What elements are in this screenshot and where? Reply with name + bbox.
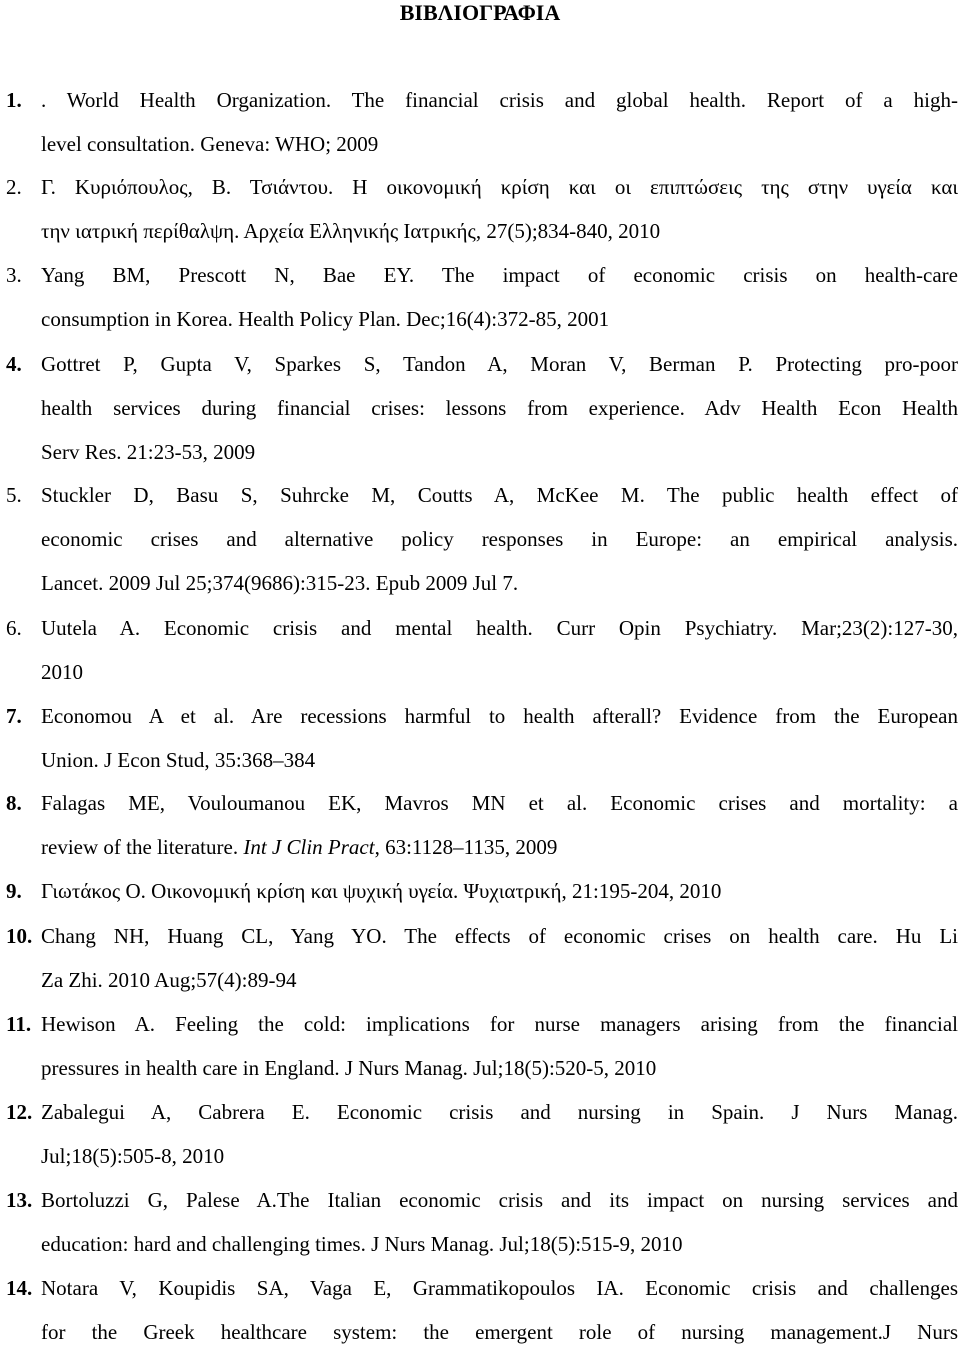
reference-line: Za Zhi. 2010 Aug;57(4):89-94 xyxy=(41,968,297,992)
reference-line: την ιατρική περίθαλψη. Αρχεία Ελληνικής Ιατρικής, 27(5);834-840, 2010 xyxy=(41,219,661,243)
reference-item-6 xyxy=(0,606,958,694)
reference-line: 2010 xyxy=(41,660,83,684)
reference-line: Union. J Econ Stud, 35:368–384 xyxy=(41,748,316,772)
reference-text xyxy=(41,1266,958,1354)
reference-line: Uutela A. Economic crisis and mental health. Curr Opin Psychiatry. Mar;23(2):127-30, xyxy=(41,616,958,640)
reference-line-part: review of the literature. xyxy=(41,835,244,859)
reference-text xyxy=(41,1090,958,1178)
reference-text xyxy=(41,1178,958,1266)
reference-line: Notara V, Koupidis SA, Vaga E, Grammatikopoulos IA. Economic crisis and challenges xyxy=(41,1276,958,1300)
reference-item-11 xyxy=(0,1002,958,1090)
reference-number: 10. xyxy=(6,924,33,948)
reference-line: Zabalegui A, Cabrera E. Economic crisis and nursing in Spain. J Nurs Manag. xyxy=(41,1100,958,1124)
reference-line-part: , 63:1128–1135, 2009 xyxy=(374,835,558,859)
reference-text xyxy=(41,869,958,913)
reference-item-3 xyxy=(0,253,958,341)
reference-item-1 xyxy=(0,78,958,166)
reference-item-7 xyxy=(0,694,958,782)
reference-number: 3. xyxy=(6,263,22,287)
reference-number: 1. xyxy=(6,88,22,112)
reference-line: Hewison A. Feeling the cold: implications for nurse managers arising from the financial xyxy=(41,1012,958,1036)
reference-number: 9. xyxy=(6,879,22,903)
reference-number: 7. xyxy=(6,704,22,728)
reference-item-5 xyxy=(0,473,958,605)
reference-text xyxy=(41,342,958,474)
reference-item-2 xyxy=(0,165,958,253)
reference-line: economic crises and alternative policy responses in Europe: an empirical analysis. xyxy=(41,527,958,551)
reference-line: . World Health Organization. The financial crisis and global health. Report of a high- xyxy=(41,88,958,112)
reference-line: consumption in Korea. Health Policy Plan. Dec;16(4):372-85, 2001 xyxy=(41,307,610,331)
reference-number: 8. xyxy=(6,791,22,815)
reference-line: health services during financial crises: lessons from experience. Adv Health Econ Health xyxy=(41,396,958,420)
reference-line: level consultation. Geneva: WHO; 2009 xyxy=(41,132,379,156)
reference-item-12 xyxy=(0,1090,958,1178)
reference-line: Chang NH, Huang CL, Yang YO. The effects of economic crises on health care. Hu Li xyxy=(41,924,958,948)
reference-number: 6. xyxy=(6,616,22,640)
reference-text xyxy=(41,473,958,605)
reference-line: Economou A et al. Are recessions harmful to health afterall? Evidence from the European xyxy=(41,704,958,728)
reference-number: 11. xyxy=(6,1012,32,1036)
reference-text xyxy=(41,606,958,694)
reference-text xyxy=(41,781,958,869)
reference-item-8 xyxy=(0,781,958,869)
page-title: ΒΙΒΛΙΟΓΡΑΦΙΑ xyxy=(399,0,561,25)
reference-line xyxy=(41,825,958,869)
reference-number: 14. xyxy=(6,1276,33,1300)
reference-text xyxy=(41,165,958,253)
reference-line: Γιωτάκος Ο. Οικονομική κρίση και ψυχική υγεία. Ψυχιατρική, 21:195-204, 2010 xyxy=(41,879,722,903)
reference-item-10 xyxy=(0,914,958,1002)
reference-text xyxy=(41,914,958,1002)
reference-line: Lancet. 2009 Jul 25;374(9686):315-23. Epub 2009 Jul 7. xyxy=(41,571,519,595)
reference-number: 12. xyxy=(6,1100,33,1124)
reference-text xyxy=(41,78,958,166)
reference-number: 2. xyxy=(6,175,22,199)
reference-line: Bortoluzzi G, Palese A.The Italian economic crisis and its impact on nursing services and xyxy=(41,1188,958,1212)
reference-line: Stuckler D, Basu S, Suhrcke M, Coutts A, McKee M. The public health effect of xyxy=(41,483,958,507)
reference-item-13 xyxy=(0,1178,958,1266)
reference-line: pressures in health care in England. J Nurs Manag. Jul;18(5):520-5, 2010 xyxy=(41,1056,657,1080)
reference-line: Falagas ME, Vouloumanou EK, Mavros MN et al. Economic crises and mortality: a xyxy=(41,791,958,815)
reference-number: 5. xyxy=(6,483,22,507)
reference-line: Gottret P, Gupta V, Sparkes S, Tandon A, Moran V, Berman P. Protecting pro-poor xyxy=(41,352,958,376)
reference-number: 4. xyxy=(6,352,22,376)
journal-name: Int J Clin Pract xyxy=(243,835,375,859)
reference-line: Γ. Κυριόπουλος, Β. Τσιάντου. Η οικονομική κρίση και οι επιπτώσεις της στην υγεία και xyxy=(41,175,958,199)
reference-line: Serv Res. 21:23-53, 2009 xyxy=(41,440,256,464)
reference-line: education: hard and challenging times. J Nurs Manag. Jul;18(5):515-9, 2010 xyxy=(41,1232,683,1256)
reference-number: 13. xyxy=(6,1188,33,1212)
reference-line: Jul;18(5):505-8, 2010 xyxy=(41,1144,225,1168)
reference-text xyxy=(41,1002,958,1090)
reference-item-14 xyxy=(0,1266,958,1354)
reference-text xyxy=(41,694,958,782)
reference-line: Yang BM, Prescott N, Bae EY. The impact of economic crisis on health-care xyxy=(41,263,958,287)
reference-text xyxy=(41,253,958,341)
reference-line: for the Greek healthcare system: the emergent role of nursing management.J Nurs xyxy=(41,1320,958,1344)
reference-item-9 xyxy=(0,869,958,913)
reference-item-4 xyxy=(0,342,958,474)
